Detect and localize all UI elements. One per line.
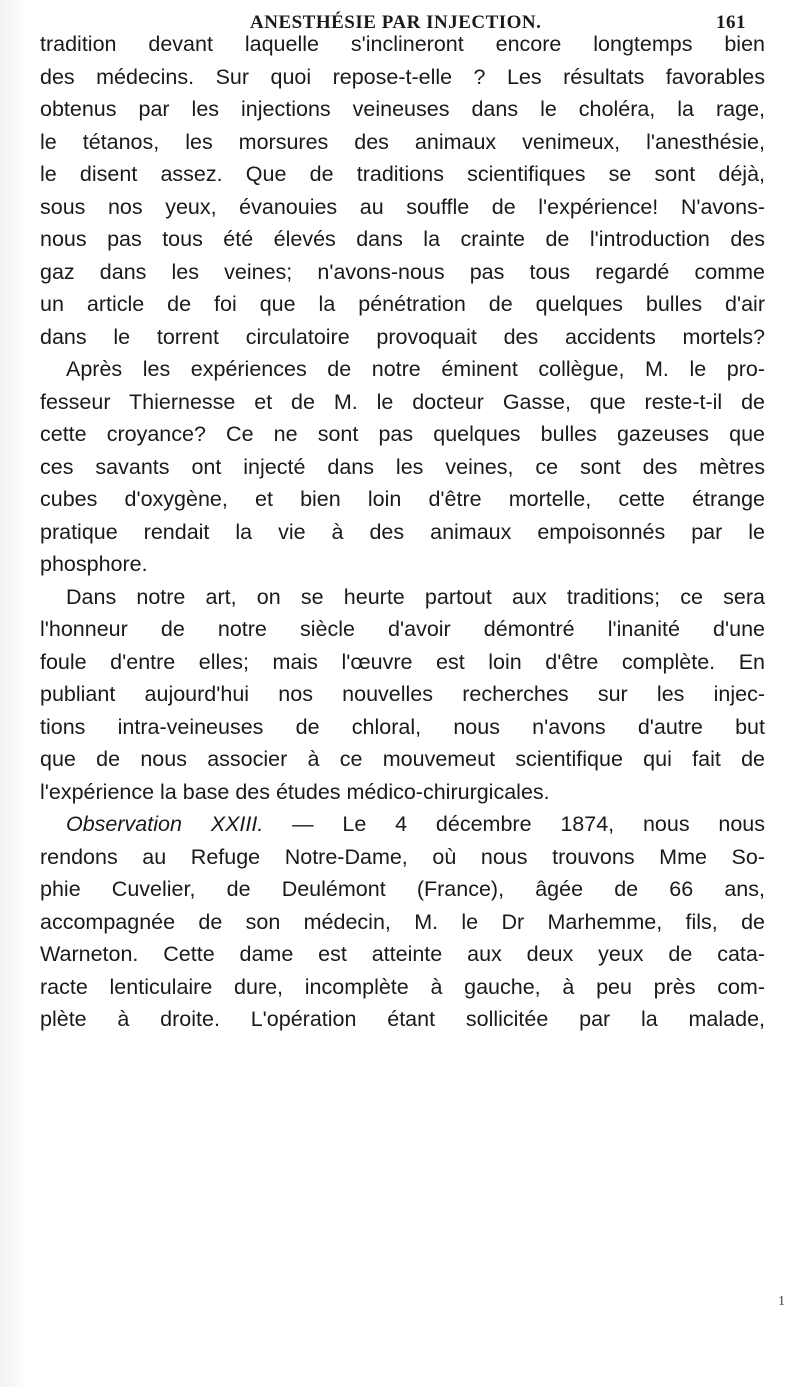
- text-line: fesseur Thiernesse et de M. le docteur Gasse, que reste-t-il de: [40, 389, 765, 414]
- margin-mark: 1: [778, 1294, 785, 1309]
- text-line: le tétanos, les morsures des animaux venimeux, l'anesthésie,: [40, 129, 765, 154]
- text-line: publiant aujourd'hui nos nouvelles recherches sur les injec-: [40, 682, 765, 706]
- text-line: l'honneur de notre siècle d'avoir démontré l'inanité d'une: [40, 617, 765, 641]
- text-line: tradition devant laquelle s'inclineront encore longtemps bien: [40, 32, 765, 56]
- text-line: racte lenticulaire dure, incomplète à gauche, à peu près com-: [40, 974, 765, 999]
- page-number: 161: [716, 12, 746, 33]
- text-line: Warneton. Cette dame est atteinte aux deux yeux de cata-: [40, 942, 765, 966]
- text-line: phie Cuvelier, de Deulémont (France), âgée de 66 ans,: [40, 877, 765, 901]
- text-line: que de nous associer à ce mouvemeut scientifique qui fait de: [40, 747, 765, 771]
- text-line: ces savants ont injecté dans les veines, ce sont des mètres: [40, 454, 765, 479]
- text-line: l'expérience la base des études médico-chirurgicales.: [40, 779, 550, 804]
- text-line: Dans notre art, on se heurte partout aux traditions; ce sera: [66, 584, 765, 609]
- text-line: cubes d'oxygène, et bien loin d'être mortelle, cette étrange: [40, 487, 765, 511]
- observation-rest: — Le 4 décembre 1874, nous nous: [263, 812, 765, 836]
- text-line: gaz dans les veines; n'avons-nous pas tous regardé comme: [40, 259, 765, 284]
- text-line: tions intra-veineuses de chloral, nous n'avons d'autre but: [40, 714, 765, 739]
- text-line: un article de foi que la pénétration de quelques bulles d'air: [40, 292, 765, 316]
- text-line: cette croyance? Ce ne sont pas quelques bulles gazeuses que: [40, 422, 765, 446]
- text-line: le disent assez. Que de traditions scientifiques se sont déjà,: [40, 162, 765, 186]
- text-line: des médecins. Sur quoi repose-t-elle ? Les résultats favorables: [40, 64, 765, 89]
- text-line: phosphore.: [40, 552, 148, 576]
- text-line: dans le torrent circulatoire provoquait des accidents mortels?: [40, 324, 765, 349]
- text-line: plète à droite. L'opération étant sollicitée par la malade,: [40, 1007, 765, 1031]
- text-line: sous nos yeux, évanouies au souffle de l'expérience! N'avons-: [40, 194, 765, 219]
- running-title: ANESTHÉSIE PAR INJECTION.: [250, 12, 542, 33]
- text-line: accompagnée de son médecin, M. le Dr Marhemme, fils, de: [40, 909, 765, 934]
- text-line: nous pas tous été élevés dans la crainte de l'introduction des: [40, 227, 765, 251]
- text-line: rendons au Refuge Notre-Dame, où nous trouvons Mme So-: [40, 844, 765, 869]
- observation-heading-line: [40, 808, 765, 841]
- body-text: [40, 28, 765, 1036]
- observation-label: Observation XXIII.: [66, 812, 264, 836]
- text-line: Après les expériences de notre éminent collègue, M. le pro-: [66, 357, 765, 381]
- text-line: pratique rendait la vie à des animaux empoisonnés par le: [40, 519, 765, 544]
- text-line: obtenus par les injections veineuses dans le choléra, la rage,: [40, 97, 765, 121]
- text-line: foule d'entre elles; mais l'œuvre est loin d'être complète. En: [40, 649, 765, 674]
